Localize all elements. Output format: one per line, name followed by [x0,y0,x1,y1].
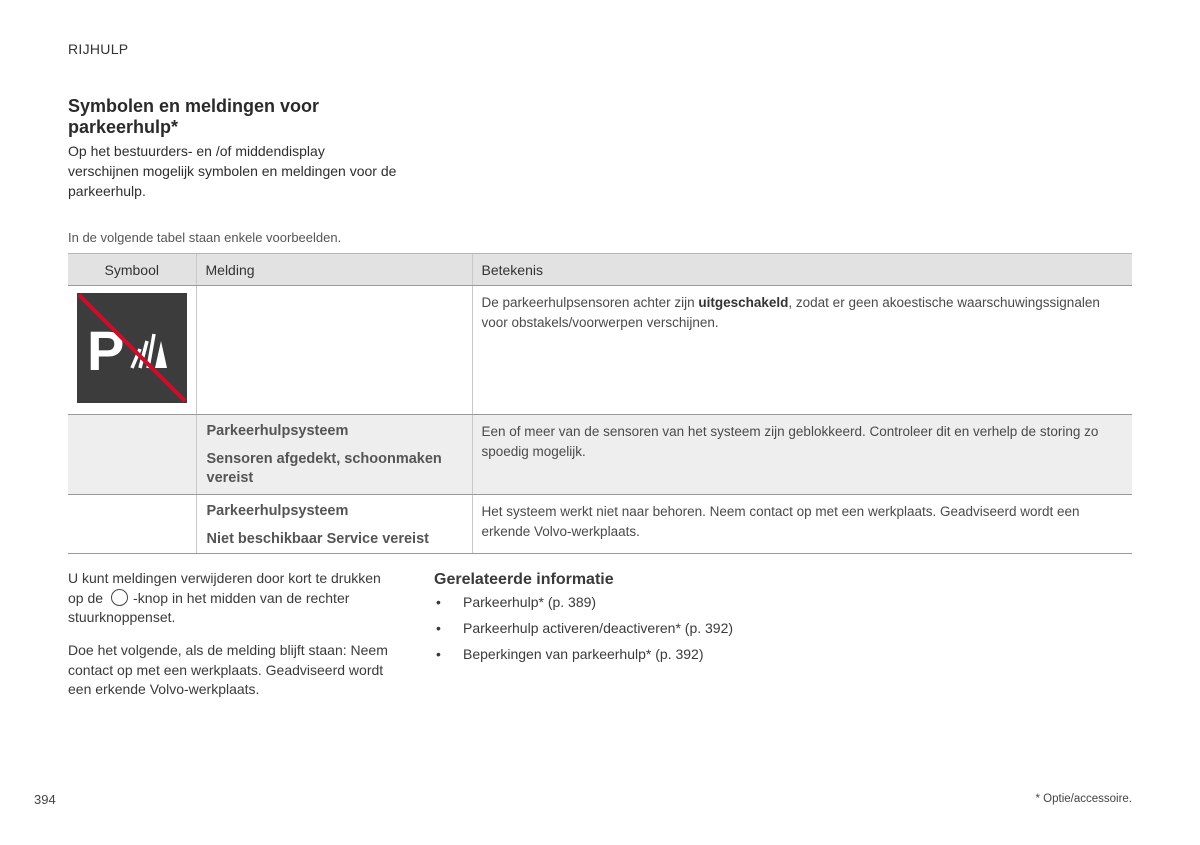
table-header-row [68,254,1132,286]
persist-paragraph: Doe het volgende, als de melding blijft staan: Neem contact op met een werkplaats. Geadviseerd wordt een erkende Volvo-werkplaats. [68,642,388,697]
svg-text:P: P [87,319,125,382]
header-betekenis: Betekenis [472,254,1132,286]
table-row [68,286,1132,415]
parking-sensors-off-icon [77,293,187,403]
bullet-icon: • [436,646,441,662]
table-caption: In de volgende tabel staan enkele voorbeelden. [68,230,342,245]
betekenis-cell: Een of meer van de sensoren van het systeem zijn geblokkeerd. Controleer dit en verhelp de storing zo spoedig mogelijk. [472,415,1132,495]
betekenis-cell: Het systeem werkt niet naar behoren. Neem contact op met een werkplaats. Geadviseerd wordt een erkende Volvo-werkplaats. [472,495,1132,554]
symbols-table [68,253,1132,554]
header-melding: Melding [196,254,472,286]
melding-cell [196,286,472,415]
paragraph-text: -knop in het midden van de rechter stuurknoppenset. [68,589,350,625]
melding-cell [196,415,472,495]
section-header: RIJHULP [68,41,129,57]
dismiss-paragraph [68,569,398,628]
melding-line: Sensoren afgedekt, schoonmaken vereist [206,451,442,486]
related-list [434,592,733,670]
related-link[interactable]: • Parkeerhulp activeren/deactiveren* (p. 392) [436,620,734,636]
symbol-cell [68,495,196,554]
intro-paragraph: Op het bestuurders- en /of middendisplay verschijnen mogelijk symbolen en meldingen voor de parkeerhulp. [68,143,397,199]
header-symbool: Symbool [68,254,196,286]
melding-cell [196,495,472,554]
betekenis-text: , zodat er geen akoestische waarschuwingssignalen voor obstakels/voorwerpen verschijnen. [481,295,1100,330]
symbol-cell [68,286,196,415]
symbol-cell [68,415,196,495]
melding-line: Parkeerhulpsysteem [206,423,349,439]
betekenis-cell [472,286,1132,415]
betekenis-text: De parkeerhulpsensoren achter zijn [481,295,699,310]
table-row [68,415,1132,495]
table-row [68,495,1132,554]
related-link[interactable]: • Beperkingen van parkeerhulp* (p. 392) [436,646,704,662]
related-heading: Gerelateerde informatie [434,571,614,588]
betekenis-emphasis: uitgeschakeld [698,295,789,310]
page-title: Symbolen en meldingen voor parkeerhulp* [68,96,320,137]
parking-sensors-off-graphic [77,293,187,403]
paragraph-text: U kunt meldingen verwijderen door kort te drukken op de [68,570,381,606]
melding-line: Niet beschikbaar Service vereist [206,531,429,547]
melding-line: Parkeerhulpsysteem [206,503,349,519]
steering-wheel-button-icon [111,589,128,606]
footnote: * Optie/accessoire. [1035,793,1132,805]
bullet-icon: • [436,594,441,610]
bullet-icon: • [436,620,441,636]
related-link[interactable]: • Parkeerhulp* (p. 389) [436,594,597,610]
page-number: 394 [34,792,56,807]
